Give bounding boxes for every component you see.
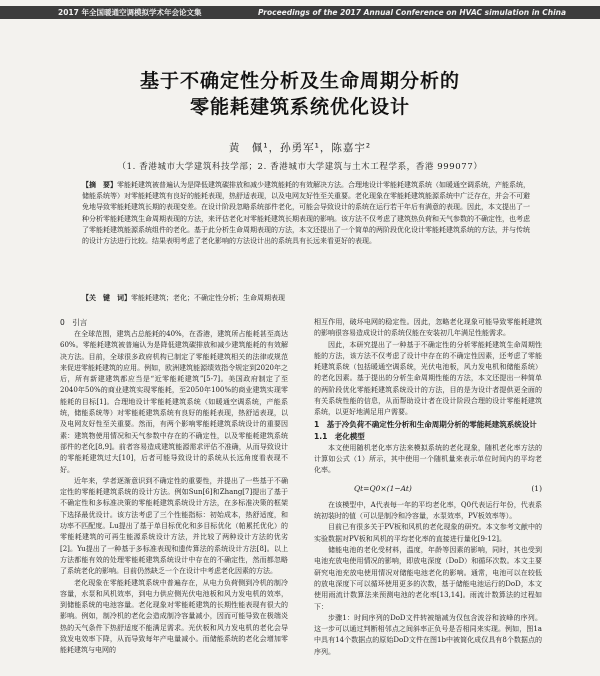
right-column — [314, 317, 542, 673]
keywords-label: 【关 键 词】 — [82, 294, 131, 302]
abstract — [82, 180, 530, 292]
intro-paragraph-1: 在全球范围，建筑占总能耗的40%，在香港，建筑所占能耗甚至高达60%。零能耗建筑被普遍认为是降低建筑碳排放和减少建筑能耗的有效解决方法。目前，全球很多政府机构已制定了零能耗建筑相关的法律或规范来促进零能耗建筑的应用。例如，欧洲建筑能源绩效指令规定到2020年之后，所有新建建筑都应当是“近零能耗建筑”[5-7]。美国政府制定了至2040年50%的商业建筑实现零能耗，至2050年100%的商业建筑实现零能耗的目标[1]。合理地设计零能耗建筑系统（如暖通空调系统，产能系统，储能系统等）对零能耗建筑系统有良好的能耗表现，热舒适表现，以及电网友好性至关重要。然而，有两个影响零能耗建筑系统设计的重要因素：建筑物使用情况和天气参数中存在的不确定性，以及零能耗建筑系统部件的老化[8,9]。前者容易造成建筑能源需求评估不准确，从而导致设计的零能耗建筑过大[10]，后者可能导致设计的系统从长远角度看表现不好。 — [60, 330, 288, 474]
equation-text: Qt=Q0×(1−At) — [354, 483, 412, 493]
keywords — [82, 293, 530, 304]
aging-paragraph-3: 目前已有很多关于PV板和风机的老化现象的研究。本文参考文献中的实验数据对PV板和风机的平均老化率的直接进行量化[9-12]。 — [314, 523, 542, 543]
section-0-heading: 0 引言 — [60, 318, 88, 327]
abstract-label: 【摘 要】 — [82, 181, 117, 189]
keywords-text: 零能耗建筑；老化；不确定性分析；生命周期表现 — [131, 294, 285, 302]
intro-paragraph-4: 因此，本研究提出了一种基于不确定性的分析零能耗建筑生命周期性能的方法，该方法不仅考虑了设计中存在的不确定性因素，还考虑了零能耗建筑系统（包括暖通空调系统，光伏电池板，风力发电机和储能系统）的老化因素。基于提出的分析生命周期性能的方法，本文还提出一种简单的两阶段优化零能耗建筑系统设计的方法，目的是为设计者提供更全面的有关系统性能的信息，从而帮助设计者在设计阶段合理的设计零能耗建筑系统，以更好地满足用户需要。 — [314, 340, 542, 417]
left-column — [60, 317, 288, 673]
affiliations: （1. 香港城市大学建筑科技学部；2. 香港城市大学建筑与土木工程学系，香港 999077） — [117, 162, 483, 172]
header-right: Proceedings of the 2017 Annual Conference on HVAC simulation in China — [258, 8, 567, 17]
intro-paragraph-3: 老化现象在零能耗建筑系统中普遍存在，从电力负荷侧到冷机的制冷容量，水泵和风机效率，到电力供应侧光伏电池板和风力发电机的效率，到储能系统的电池容量。老化现象对零能耗建筑的长期性能表现有很大的影响。例如，制冷机的老化会造成制冷容量减小，因而可能导致在极端炎热的天气条件下热舒适度不能满足需求。光伏板和风力发电机的老化会导致发电效率下降，从而导致每年产电量减小。而储能系统的老化会增加零能耗建筑与电网的 — [60, 578, 288, 655]
aging-paragraph-5: 步骤1：时间序列的DoD文件转被缩减为仅包含波谷和波峰的序列。这一步可以通过判断相邻点之间斜率正负号是否相同来实现。例如，图1a中具有14个数据点的原始DoD文件在图1b中被简化成仅具有8个数据点的序列。 — [314, 613, 542, 656]
abstract-text: 零能耗建筑被普遍认为是降低建筑碳排放和减少建筑能耗的有效解决方法。合理地设计零能耗建筑系统（如暖通空调系统，产能系统，储能系统等）对零能耗建筑有良好的能耗表现，热舒适表现，以及电网友好性至关重要。老化现象在零能耗建筑能源系统中广泛存在，并会不可避免地导致零能耗建筑长期的表现变差。在设计阶段忽略系统部件老化，可能会导致设计的系统在运行若干年后有满意的表现。因此，本文提出了一种分析零能耗建筑生命周期表现的方法，来评估老化对零能耗建筑长期表现的影响。该方法不仅考虑了建筑热负荷和天气参数的不确定性，也考虑了零能耗建筑能源系统组件的老化。基于此分析生命周期表现的方法，本文还提出了一个简单的两阶段优化设计零能耗建筑系统的方法，并与传统的设计方法进行比较。结果表明考虑了老化影响的方法设计出的系统具有长远来看更好的表现。 — [82, 181, 530, 246]
header-left: 2017 年全国暖通空调模拟学术年会论文集 — [58, 8, 202, 17]
title-line-2: 零能耗建筑系统优化设计 — [189, 96, 410, 118]
aging-paragraph-2: 在该模型中，A代表每一年的平均老化率，Q0代表运行年份，代表系统初装时的值（可以是制冷和冷容量，水泵效率，PV板效率等）。 — [314, 500, 542, 521]
intro-paragraph-continued: 相互作用，破坏电网的稳定性。因此，忽略老化现象可能导致零能耗建筑的影响很容易造成设计的系统仅能在安装初几年满足性能需求。 — [314, 318, 542, 338]
title-line-1: 基于不确定性分析及生命周期分析的 — [139, 70, 460, 92]
section-1-heading: 1 基于冷负荷不确定性分析和生命周期分析的零能耗建筑系统设计 — [314, 419, 537, 429]
intro-paragraph-2: 近年来，学者逐渐意识到不确定性的重要性，并提出了一些基于不确定性的零能耗建筑系统的设计方法。例如Sun[6]和Zhang[7]提出了基于不确定性和多标准决策的零能耗建筑系统设计方法，在多标准决策的框架下选择最优设计。该方法考虑了三个性能指标：初始成本，热舒适度，和功率不匹配度。Lu提出了基于单目标优化和多目标优化（帕累托优化）的零能耗建筑的可再生能源系统设计方法，并比较了两种设计方法的优劣[2]。Yu提出了一种基于多标准表现和遗传算法的系统设计方法[8]。以上方法都能有效的处理零能耗建筑系统设计中存在的不确定性，然而都忽略了系统老化的影响。目前仍然缺乏一个在设计中考虑老化因素的方法。 — [60, 476, 288, 576]
header-banner — [0, 6, 600, 19]
equation-number: (1) — [531, 483, 542, 493]
equation-1 — [314, 483, 542, 494]
aging-paragraph-1: 本文使用随机老化率方法来模拟系统的老化现象，随机老化率方法的计算如公式（1）所示，其中使用一个随机量来表示单位时间内的平均老化率。 — [314, 443, 542, 475]
aging-paragraph-4: 储能电池的老化受材料，温度，年龄等因素的影响，同时，其也受到电池充放电使用情况的影响，即放电深度（DoD）和循环次数。本文主要研究电池充放电使用情况对储能电池老化的影响。通常，电池可以在较低的放电深度下可以循环使用更多的次数，基于储能电池运行的DoD，本文使用雨流计数算法来预测电池的老化率[13,14]。雨流计数算法的过程如下： — [314, 546, 542, 611]
authors: 黄 佩¹，孙勇军¹，陈嘉宇² — [228, 142, 372, 154]
section-1-1-heading: 1.1 老化模型 — [314, 431, 365, 441]
